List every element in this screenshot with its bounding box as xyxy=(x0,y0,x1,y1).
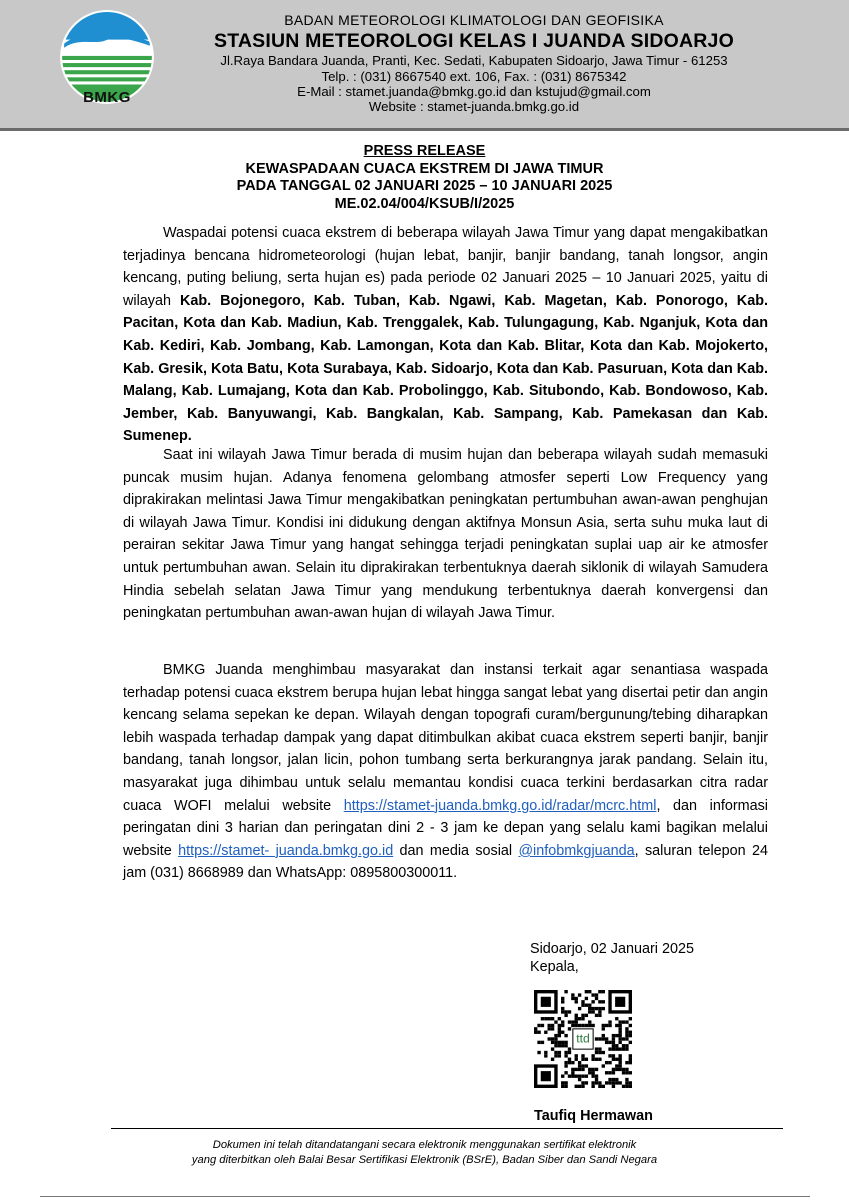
header-phone: Telp. : (031) 8667540 ext. 106, Fax. : (031) 8675342 xyxy=(321,69,627,84)
letterhead-divider xyxy=(0,128,849,131)
header-website: Website : stamet-juanda.bmkg.go.id xyxy=(368,99,580,114)
paragraph-advice-part2: , dan informasi peringatan dini 3 harian dan peringatan dini 2 - 3 jam ke depan yang selalu kami bagikan melalui website xyxy=(123,797,768,859)
website-link[interactable]: https://stamet- juanda.bmkg.go.id xyxy=(178,842,394,859)
logo-text: BMKG xyxy=(83,89,131,106)
bottom-divider xyxy=(40,1196,810,1197)
signature-position: Kepala, xyxy=(530,959,579,975)
signer-name: Taufiq Hermawan xyxy=(534,1108,653,1124)
paragraph-advice-part3: dan media sosial xyxy=(393,842,519,859)
paragraph-warning xyxy=(123,222,768,448)
title-press-release: PRESS RELEASE xyxy=(363,143,486,159)
title-subject: KEWASPADAAN CUACA EKSTREM DI JAWA TIMUR xyxy=(245,160,604,177)
radar-link[interactable]: https://stamet-juanda.bmkg.go.id/radar/mcrc.html xyxy=(343,797,657,814)
paragraph-conditions-text: Saat ini wilayah Jawa Timur berada di musim hujan dan beberapa wilayah sudah memasuki puncak musim hujan. Adanya fenomena gelombang atmosfer seperti Low Frequency yang diprakirakan melintasi Jawa Timur mengakibatkan peningkatan pertumbuhan awan-awan penghujan di wilayah Jawa Timur. Kondisi ini didukung dengan aktifnya Monsun Asia, serta suhu muka laut di perairan sekitar Jawa Timur yang hangat sehingga terjadi peningkatan suplai uap air ke atmosfer untuk pertumbuhan awan. Selain itu diprakirakan terbentuknya daerah siklonik di wilayah Samudera Hindia sebelah selatan Jawa Timur yang mendukung terbentuknya daerah konvergensi dan peningkatan pertumbuhan awan-awan hujan di wilayah Jawa Timur. xyxy=(123,447,768,622)
qr-center-label: ttd xyxy=(576,1031,590,1046)
document-title xyxy=(0,143,849,213)
title-reference-number: ME.02.04/004/KSUB/I/2025 xyxy=(334,195,515,212)
footer-note xyxy=(0,1138,849,1168)
footer-line-1: Dokumen ini telah ditandatangani secara elektronik menggunakan sertifikat elektronik xyxy=(212,1139,637,1151)
footer-line-2: yang diterbitkan oleh Balai Besar Sertifikasi Elektronik (BSrE), Badan Siber dan Sandi Negara xyxy=(191,1154,658,1166)
signature-block xyxy=(530,940,694,976)
agency-name: BADAN METEOROLOGI KLIMATOLOGI DAN GEOFISIKA xyxy=(284,12,664,28)
header-email: E-Mail : stamet.juanda@bmkg.go.id dan kstujud@gmail.com xyxy=(297,84,651,99)
paragraph-advice xyxy=(123,659,768,885)
signature-place-date: Sidoarjo, 02 Januari 2025 xyxy=(530,941,695,957)
header-address: Jl.Raya Bandara Juanda, Pranti, Kec. Sedati, Kabupaten Sidoarjo, Jawa Timur - 61253 xyxy=(220,53,728,68)
social-media-link[interactable]: @infobmkgjuanda xyxy=(518,842,635,859)
paragraph-advice-part4: , saluran telepon 24 jam (031) 8668989 dan WhatsApp: 0895800300011. xyxy=(123,842,768,882)
paragraph-advice-part1: BMKG Juanda menghimbau masyarakat dan instansi terkait agar senantiasa waspada terhadap potensi cuaca ekstrem berupa hujan lebat hingga sangat lebat yang disertai petir dan angin kencang selama sepekan ke depan. Wilayah dengan topografi curam/bergunung/tebing diharapkan lebih waspada terhadap dampak yang dapat ditimbulkan akibat cuaca ekstrem seperti banjir, banjir bandang, tanah longsor, jalan licin, pohon tumbang serta berkurangnya jarak pandang. Selain itu, masyarakat juga dihimbau untuk selalu memantau kondisi cuaca terkini berdasarkan citra radar cuaca WOFI melalui website xyxy=(123,662,768,814)
title-period: PADA TANGGAL 02 JANUARI 2025 – 10 JANUARI 2025 xyxy=(236,178,613,194)
footer-divider xyxy=(111,1128,783,1129)
station-name: STASIUN METEOROLOGI KELAS I JUANDA SIDOARJO xyxy=(214,30,734,52)
paragraph-warning-intro: Waspadai potensi cuaca ekstrem di beberapa wilayah Jawa Timur yang dapat mengakibatkan terjadinya bencana hidrometeorologi (hujan lebat, banjir, banjir bandang, tanah longsor, angin kencang, puting beliung, serta hujan es) pada periode 02 Januari 2025 – 10 Januari 2025, yaitu di wilayah xyxy=(123,225,768,309)
qr-code-icon xyxy=(534,990,632,1088)
paragraph-warning-regions: Kab. Bojonegoro, Kab. Tuban, Kab. Ngawi, Kab. Magetan, Kab. Ponorogo, Kab. Pacitan, Kota dan Kab. Madiun, Kab. Trenggalek, Kab. Tulungagung, Kab. Nganjuk, Kota dan Kab. Kediri, Kab. Jombang, Kab. Lamongan, Kota dan Kab. Blitar, Kota dan Kab. Mojokerto, Kab. Gresik, Kota Batu, Kota Surabaya, Kab. Sidoarjo, Kota dan Kab. Pasuruan, Kota dan Kab. Malang, Kab. Lumajang, Kota dan Kab. Probolinggo, Kab. Situbondo, Kab. Bondowoso, Kab. Jember, Kab. Banyuwangi, Kab. Bangkalan, Kab. Sampang, Kab. Pamekasan dan Kab. Sumenep. xyxy=(123,292,768,445)
paragraph-conditions xyxy=(123,444,768,625)
